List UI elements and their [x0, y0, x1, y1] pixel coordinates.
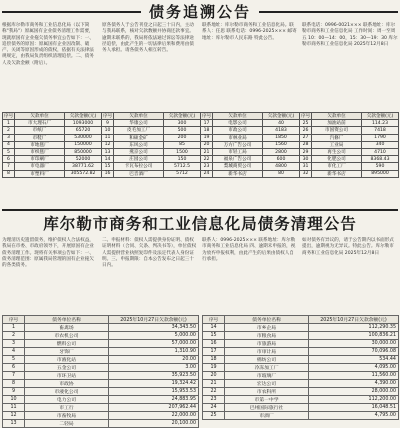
- table-header-row: [3, 316, 199, 324]
- table-cell: 22,000.00: [109, 412, 199, 420]
- column-header: 欠款金额(元): [164, 113, 201, 120]
- section2-intro-text: [2, 238, 398, 313]
- table-cell: 电影公司: [213, 120, 263, 127]
- column-header: 欠款单位: [15, 113, 65, 120]
- table-cell: 100,836.21: [309, 332, 399, 340]
- table-cell: 1: [3, 120, 15, 127]
- table-cell: 57,000.00: [109, 340, 199, 348]
- table-cell: 207,962.44: [109, 404, 199, 412]
- table-cell: 市畜牧局: [25, 412, 109, 420]
- intro-column: 二、申报材料：债权人需提供身份证明、债权证明材料（合同、欠条、判决书等），单位债权人需提供营业执照复印件及法定代表人身份证明。三、申报期限：自本公告发布之日起三十日内。: [102, 238, 197, 269]
- table-cell: 112,200.00: [309, 396, 399, 404]
- table-cell: 16: [102, 170, 114, 177]
- table-cell: 化肥公司: [312, 156, 362, 163]
- column-header: 序号: [202, 114, 212, 120]
- table-cell: 市玻璃厂: [225, 372, 309, 380]
- section2-title: 库尔勒市商务和工业信息化局债务清理公告: [43, 214, 357, 233]
- column-header: 序号: [3, 316, 25, 324]
- table-cell: 市织毯厂: [15, 148, 65, 155]
- table-cell: 宏达公司: [225, 380, 309, 388]
- table-row: [3, 420, 199, 428]
- table-cell: 市酒厂: [225, 412, 309, 420]
- table-cell: 11,560.00: [309, 372, 399, 380]
- table-cell: 65720: [65, 127, 102, 134]
- table-cell: 200: [164, 134, 201, 141]
- table-cell: 85: [164, 141, 201, 148]
- table-cell: 114.23: [362, 120, 399, 127]
- table-row: [203, 324, 399, 332]
- table-cell: 市旅游局: [225, 340, 309, 348]
- table-cell: 1850: [263, 134, 300, 141]
- table-cell: 棉纺公司: [225, 356, 309, 364]
- table-cell: 8368.43: [362, 156, 399, 163]
- table-cell: 9: [3, 388, 25, 396]
- debt-clearance-table-left: [2, 315, 199, 428]
- table-cell: 6: [3, 156, 15, 163]
- table-cell: 15,953.53: [109, 388, 199, 396]
- table-row: [203, 356, 399, 364]
- column-header: 欠款金额(元): [65, 113, 102, 120]
- debt-recovery-table: [2, 112, 399, 178]
- table-row: [203, 404, 399, 412]
- table-cell: 9: [102, 120, 114, 127]
- column-header: 欠款金额(元): [263, 113, 300, 120]
- table-row: [203, 388, 399, 396]
- section1-notice-text: [2, 23, 398, 111]
- column-header: 欠款单位: [114, 113, 164, 120]
- table-cell: 8: [3, 170, 15, 177]
- table-row: [203, 372, 399, 380]
- table-cell: 30: [300, 156, 312, 163]
- table-cell: 4,095.00: [309, 364, 399, 372]
- table-cell: 340: [362, 141, 399, 148]
- table-cell: 6: [3, 364, 25, 372]
- table-cell: 7: [3, 372, 25, 380]
- table-cell: 18: [203, 356, 225, 364]
- table-cell: 40: [263, 120, 300, 127]
- table-cell: 5712.5: [164, 163, 201, 170]
- table-cell: 590: [362, 163, 399, 170]
- column-header: 欠款单位: [312, 113, 362, 120]
- intro-column: 为理清历史遗留债务，维护债权人合法权益，我局在市委、市政府领导下，开展原国有企业债务清理工作。现将有关事项公告如下：一、债务清理范围：原属我局管理的国有企业拖欠的各类债务。: [2, 238, 94, 269]
- table-row: [203, 380, 399, 388]
- table-cell: 2800: [263, 148, 300, 155]
- table-cell: 530000: [65, 134, 102, 141]
- table-cell: 1500: [164, 148, 201, 155]
- table-cell: 19: [201, 134, 213, 141]
- table-cell: 福泉广告公司: [213, 156, 263, 163]
- table-cell: 市农科所: [225, 388, 309, 396]
- table-cell: 112,290.35: [309, 324, 399, 332]
- table-cell: 市液化站: [25, 356, 109, 364]
- table-cell: 30,000.00: [309, 340, 399, 348]
- table-cell: 850000: [65, 148, 102, 155]
- table-cell: 2: [3, 332, 25, 340]
- table-cell: 市塑料厂: [15, 170, 65, 177]
- table-cell: 5712: [164, 170, 201, 177]
- table-cell: 14: [102, 156, 114, 163]
- table-cell: 冷冻加工厂: [225, 364, 309, 372]
- table-cell: 燃料公司: [25, 340, 109, 348]
- column-header: 2025年10月27日欠款余额(元): [309, 316, 399, 324]
- table-cell: 加油站前: [312, 120, 362, 127]
- table-cell: 梨城商贸公司: [213, 163, 263, 170]
- table-cell: 新华书店: [312, 170, 362, 177]
- table-cell: 牙饰厂: [25, 348, 109, 356]
- table-cell: 市林业局: [213, 134, 263, 141]
- table-cell: 汽修厂: [312, 134, 362, 141]
- table-cell: 25: [300, 120, 312, 127]
- table-row: [3, 141, 399, 148]
- notice-column: 联系地址：库尔勒市商务和工业信息化局。联系人：任思 联系电话：0996-2025××× 邮寄地址：库尔勒市人民东路 特此公告。: [202, 23, 297, 41]
- table-cell: 13: [3, 420, 25, 428]
- table-cell: 15: [102, 163, 114, 170]
- table-cell: 14: [203, 324, 225, 332]
- table-cell: 4183: [263, 127, 300, 134]
- table-cell: 35,923.50: [109, 372, 199, 380]
- table-cell: 12: [102, 141, 114, 148]
- table-cell: 7: [3, 163, 15, 170]
- table-cell: 1,310.90: [109, 348, 199, 356]
- table-cell: 534.44: [309, 356, 399, 364]
- table-cell: 市审计局: [225, 348, 309, 356]
- table-cell: 27: [300, 134, 312, 141]
- table-cell: 23: [201, 163, 213, 170]
- table-row: [3, 348, 199, 356]
- table-row: [3, 404, 199, 412]
- table-cell: 20.00: [109, 356, 199, 364]
- table-cell: 305572.82: [65, 170, 102, 177]
- table-row: [3, 163, 399, 170]
- table-cell: 皮毛加工厂: [114, 127, 164, 134]
- table-cell: 21: [201, 148, 213, 155]
- table-cell: 20: [201, 141, 213, 148]
- table-row: [3, 396, 199, 404]
- table-cell: 21: [203, 380, 225, 388]
- table-cell: 和硕金矿: [114, 134, 164, 141]
- table-cell: 10: [3, 396, 25, 404]
- table-cell: 19,324.42: [109, 380, 199, 388]
- table-cell: 150000: [65, 141, 102, 148]
- notice-column: 联系电话：0996-0021××× 联系地址：库尔勒市商务和工业信息化局 工作时间：周一至周五 10：00—14：00，15：30—19：30 库尔勒市商务和工业信息化局 2025年12月8日: [302, 23, 398, 47]
- table-cell: 市粮食局: [225, 332, 309, 340]
- table-cell: 卡瓦布拉公司: [114, 163, 164, 170]
- table-cell: 600: [263, 156, 300, 163]
- table-row: [3, 372, 199, 380]
- table-row: [3, 380, 199, 388]
- table-cell: 万方广告公司: [213, 141, 263, 148]
- intro-column: 如对债务有异议的，请于公告期内以书面形式提出，逾期视为无异议。特此公告。库尔勒市商务和工业信息化局 2025年12月8日: [302, 238, 394, 256]
- table-header-row: [203, 316, 399, 324]
- debt-clearance-table-right: [202, 315, 399, 420]
- table-cell: 电力公司: [25, 396, 109, 404]
- table-cell: 新华书店: [213, 170, 263, 177]
- table-row: [3, 148, 399, 155]
- table-cell: 22: [203, 388, 225, 396]
- table-cell: 70,096.08: [309, 348, 399, 356]
- table-cell: 29: [300, 148, 312, 155]
- table-row: [203, 364, 399, 372]
- table-cell: 5,000.00: [109, 332, 199, 340]
- table-row: [203, 340, 399, 348]
- table-cell: 150: [164, 156, 201, 163]
- column-header: 欠款金额(元): [362, 113, 399, 120]
- table-cell: 5: [3, 356, 25, 364]
- table-cell: 18: [201, 127, 213, 134]
- table-cell: 28,000.00: [309, 388, 399, 396]
- table-cell: 52000: [65, 156, 102, 163]
- table-cell: 32: [300, 170, 312, 177]
- column-header: 序号: [301, 114, 311, 120]
- table-cell: 4: [3, 348, 25, 356]
- table-cell: 东风公司: [114, 141, 164, 148]
- column-header: 序号: [203, 316, 225, 324]
- table-cell: 1790: [362, 134, 399, 141]
- table-cell: 市大理石厂: [15, 120, 65, 127]
- table-cell: 80: [263, 170, 300, 177]
- section1-header: [0, 0, 400, 22]
- table-cell: 市政协: [25, 380, 109, 388]
- column-header: 序号: [103, 114, 113, 120]
- table-cell: 市液化公司: [25, 388, 109, 396]
- table-cell: 19: [203, 364, 225, 372]
- table-cell: 4,390.00: [309, 380, 399, 388]
- table-cell: 22: [201, 156, 213, 163]
- table-cell: 4710: [362, 148, 399, 155]
- table-cell: 15: [203, 332, 225, 340]
- table-row: [3, 388, 199, 396]
- table-row: [3, 332, 199, 340]
- table-cell: 28: [300, 141, 312, 148]
- table-cell: 20: [203, 372, 225, 380]
- table-cell: 38771.62: [65, 163, 102, 170]
- table-row: [203, 412, 399, 420]
- table-cell: 市乡企局: [225, 324, 309, 332]
- table-cell: 31: [300, 163, 312, 170]
- table-cell: 500: [164, 127, 201, 134]
- table-row: [3, 134, 399, 141]
- table-cell: 市国资公司: [312, 127, 362, 134]
- table-cell: 23: [203, 396, 225, 404]
- table-cell: 11: [102, 134, 114, 141]
- table-cell: 工业局: [312, 141, 362, 148]
- column-header: 2025年10月27日欠款余额(元): [109, 316, 199, 324]
- table-cell: 13: [102, 148, 114, 155]
- table-cell: 26: [300, 127, 312, 134]
- table-cell: 24: [203, 404, 225, 412]
- table-header-row: [3, 113, 399, 120]
- table-row: [3, 364, 199, 372]
- table-cell: 12: [3, 412, 25, 420]
- table-cell: 市印刷厂: [15, 156, 65, 163]
- table-cell: 25: [203, 412, 225, 420]
- table-cell: 市轻工局: [213, 148, 263, 155]
- table-cell: 17: [203, 348, 225, 356]
- table-cell: 华康公司: [114, 120, 164, 127]
- table-cell: 1: [3, 324, 25, 332]
- table-cell: 市纸厂: [15, 127, 65, 134]
- table-cell: 庄园公司: [114, 156, 164, 163]
- table-cell: 16: [203, 340, 225, 348]
- table-cell: 五金公司: [25, 364, 109, 372]
- table-cell: 300: [164, 120, 201, 127]
- table-cell: 巴州国际旅行社: [225, 404, 309, 412]
- table-cell: 4800: [263, 163, 300, 170]
- table-cell: 34,343.50: [109, 324, 199, 332]
- table-row: [3, 127, 399, 134]
- table-cell: 市农机公司: [25, 332, 109, 340]
- table-row: [3, 156, 399, 163]
- table-cell: 7418: [362, 127, 399, 134]
- section-divider: [2, 209, 398, 211]
- intro-column: 联系人：0996-2025××× 联系地址：库尔勒市商务和工业信息化局 四、逾期未申报的，视为放弃申报权利，由此产生的后果由债权人自行承担。: [202, 238, 296, 262]
- table-cell: 3.00: [109, 364, 199, 372]
- table-cell: 16,048.51: [309, 404, 399, 412]
- table-row: [3, 324, 199, 332]
- notice-column: 原各债务人于公告刊登之日起三十日内，主动与我局联系，核对欠款数额并协商还款事宜。逾期未联系的，我局将依法通过诉讼等法律途径追偿，由此产生的一切法律后果和费用由债务人承担。请各债务人相互转告。: [102, 23, 194, 54]
- table-cell: 市第一中学: [225, 396, 309, 404]
- table-cell: 895000: [362, 170, 399, 177]
- table-cell: 市地毯厂: [15, 141, 65, 148]
- table-row: [3, 120, 399, 127]
- table-row: [203, 348, 399, 356]
- table-cell: 市政公司: [213, 127, 263, 134]
- table-cell: 市工行: [25, 404, 109, 412]
- table-cell: 17: [201, 120, 213, 127]
- table-cell: 市环卫站: [25, 372, 109, 380]
- table-cell: 市鞋厂: [15, 134, 65, 141]
- table-cell: 市电器厂: [15, 163, 65, 170]
- table-cell: 1093000: [65, 120, 102, 127]
- table-cell: 10: [102, 127, 114, 134]
- table-cell: 燕京公司: [114, 148, 164, 155]
- notice-column: 根据库尔勒市商务和工业信息化局（以下简称"我局"）原属国有企业债务清理工作需要，现就原国有企业拖欠债务事宜公告如下：一、追偿债务的原因：原属国有企业因改制、破产、关闭等原因形成的债权，依据有关法律法规规定，由我局负责组织清理追偿。二、债务人及欠款金额（附后）。: [2, 23, 94, 66]
- table-cell: 8: [3, 380, 25, 388]
- table-cell: 11: [3, 404, 25, 412]
- table-cell: 再生公司: [312, 148, 362, 155]
- table-cell: 巴音酒厂: [114, 170, 164, 177]
- table-cell: 20,100.00: [109, 420, 199, 428]
- column-header: 序号: [4, 114, 14, 120]
- table-cell: 3: [3, 340, 25, 348]
- table-row: [203, 332, 399, 340]
- table-cell: 5: [3, 148, 15, 155]
- table-row: [3, 356, 199, 364]
- table-row: [3, 170, 399, 177]
- column-header: 债务单位名称: [25, 316, 109, 324]
- section1-title: 债务追溯公告: [141, 1, 259, 22]
- table-cell: 24: [201, 170, 213, 177]
- table-cell: 4,795.00: [309, 412, 399, 420]
- table-cell: 2: [3, 127, 15, 134]
- table-cell: 3: [3, 134, 15, 141]
- table-cell: 24,883.95: [109, 396, 199, 404]
- column-header: 债务单位名称: [225, 316, 309, 324]
- table-cell: 1560: [263, 141, 300, 148]
- column-header: 欠款单位: [213, 113, 263, 120]
- table-row: [3, 412, 199, 420]
- table-cell: 畜禽场: [25, 324, 109, 332]
- table-cell: 二轻局: [25, 420, 109, 428]
- table-row: [3, 340, 199, 348]
- table-cell: 市化工厂: [312, 163, 362, 170]
- table-cell: 4: [3, 141, 15, 148]
- table-row: [203, 396, 399, 404]
